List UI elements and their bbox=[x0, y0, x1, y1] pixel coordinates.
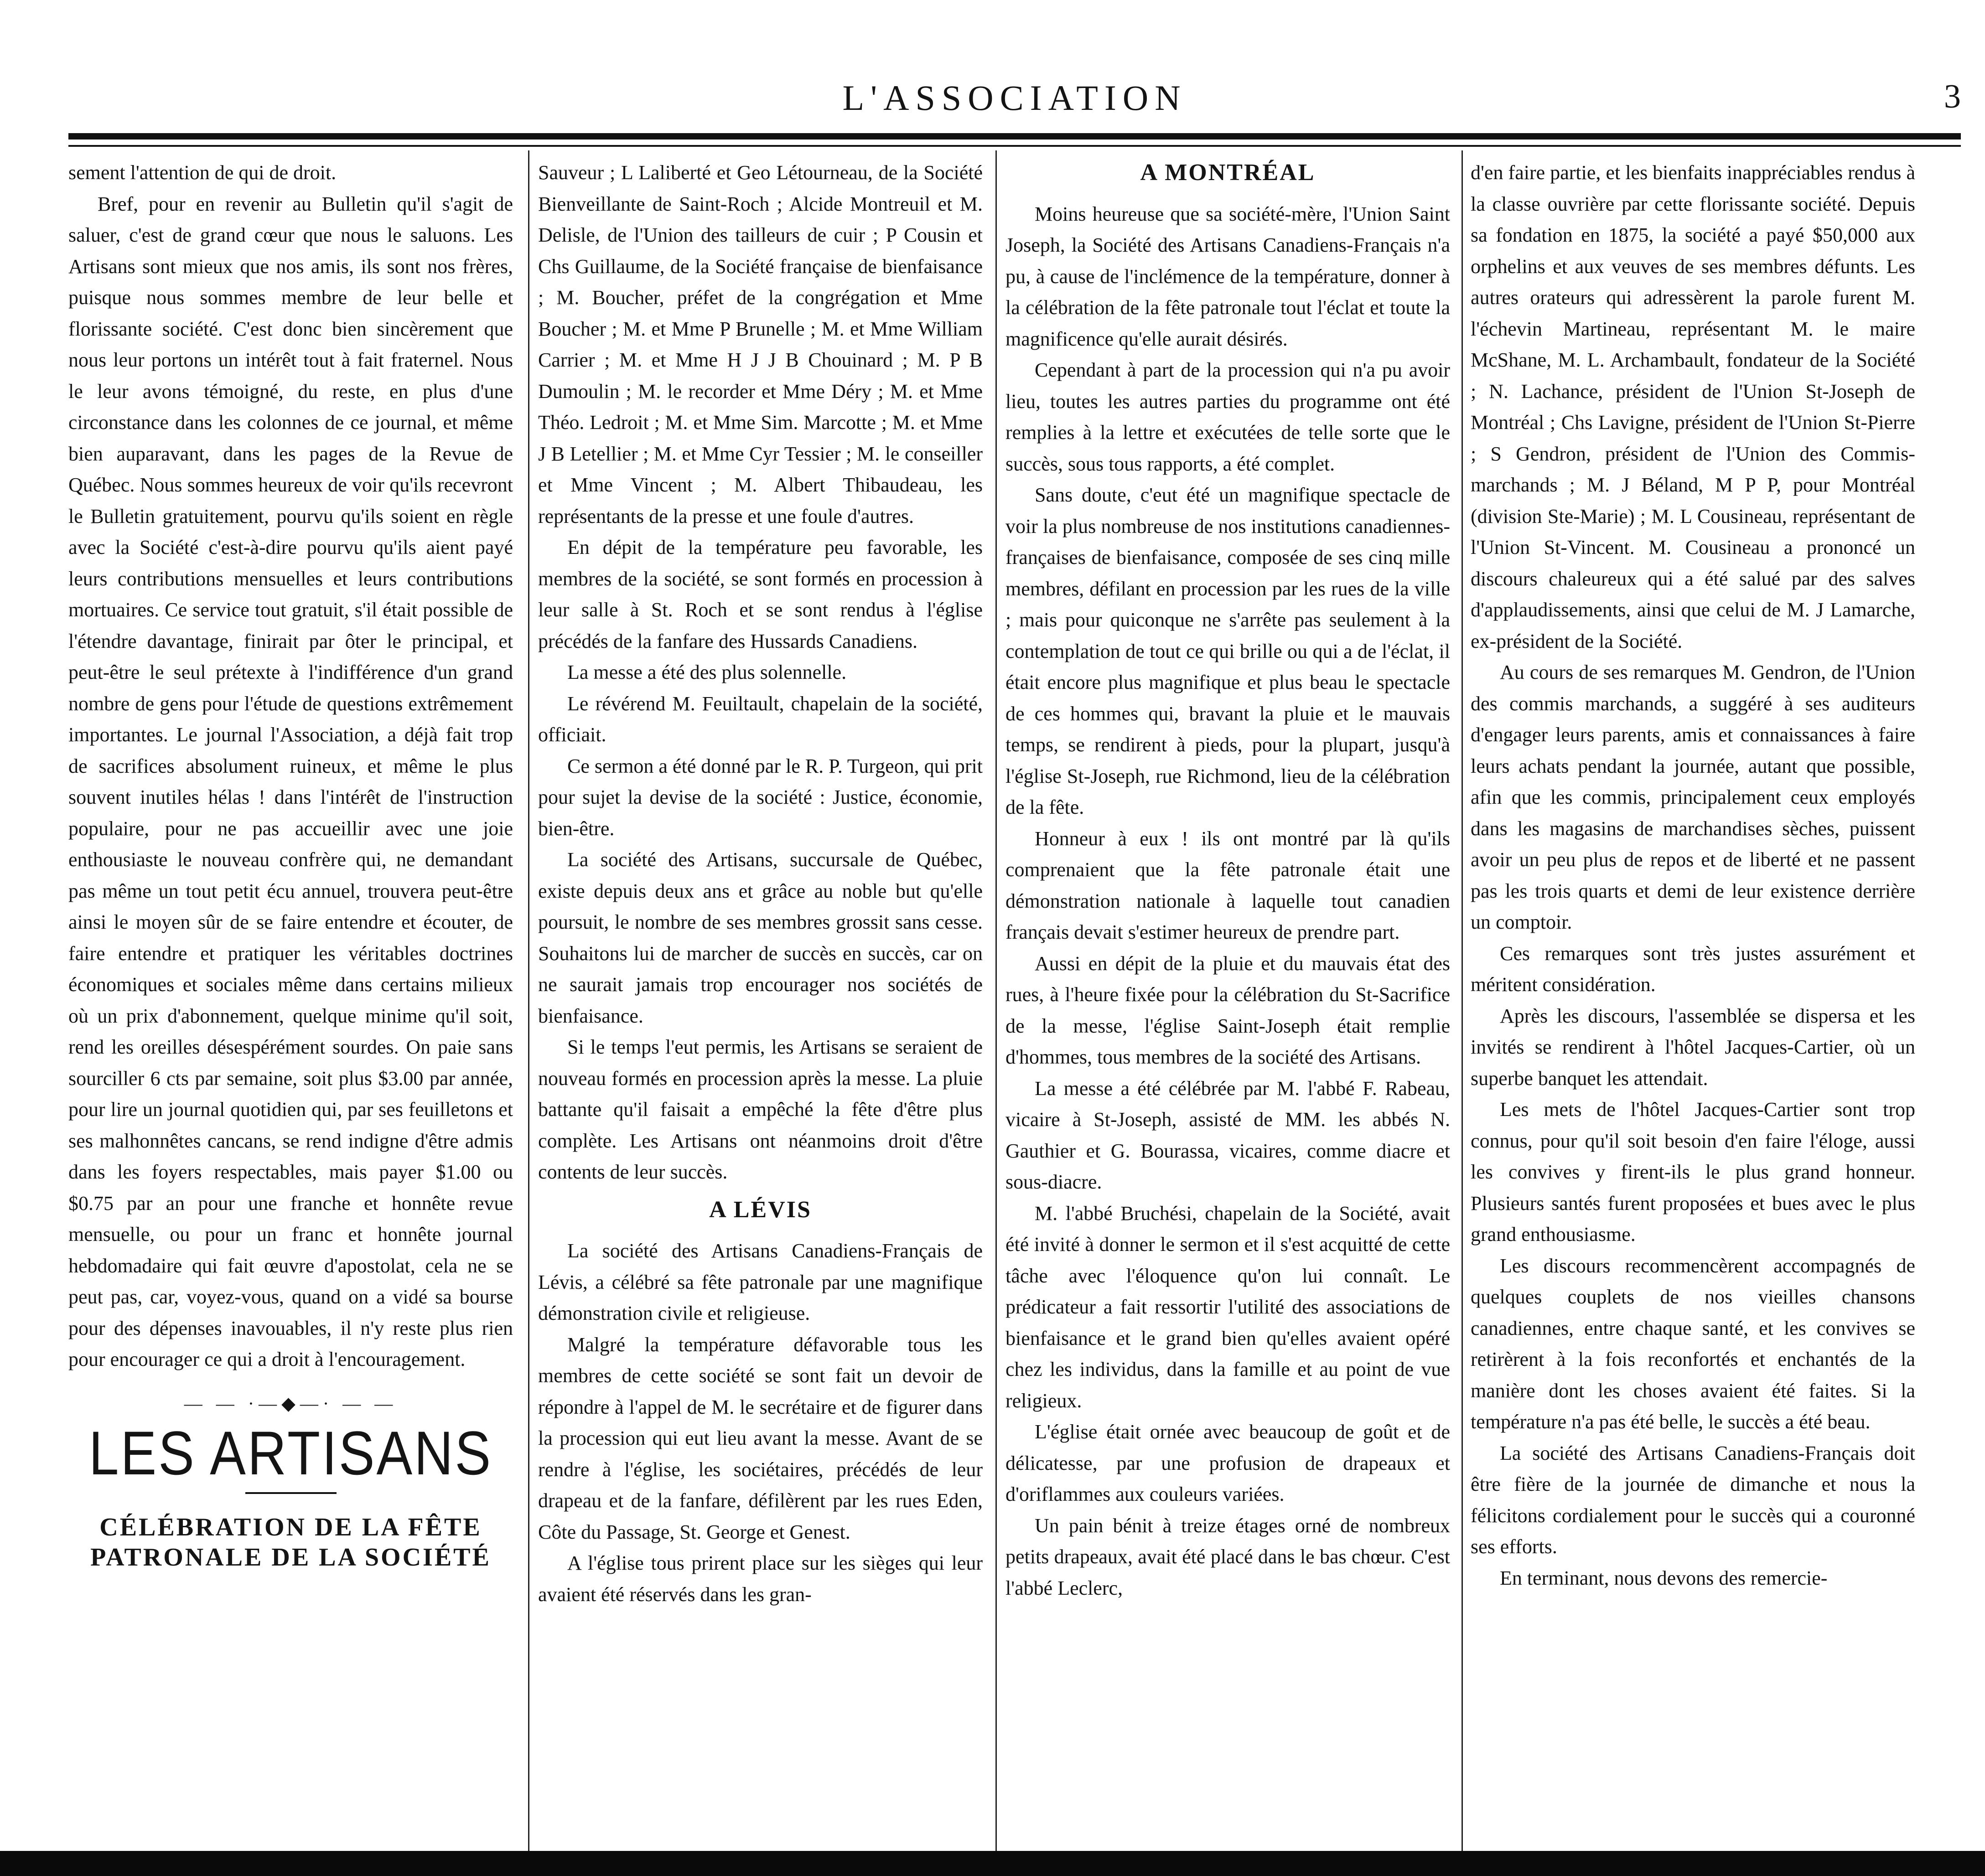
scan-edge-shadow bbox=[0, 1851, 1985, 1876]
paragraph: M. l'abbé Bruchési, chapelain de la Société, avait été invité à donner le sermon et il s'est acquitté de cette tâche avec l'éloquence qu'on lui connaît. Le prédicateur a fait ressortir l'utilité des associations de bienfaisance et le grand bien qu'elles avaient opéré chez les individus, dans la famille et au point de vue religieux. bbox=[1005, 1202, 1450, 1412]
column-divider bbox=[995, 150, 997, 1860]
paragraph: La société des Artisans Canadiens-Français doit être fière de la journée de dimanche et nous la félicitons cordialement pour le succès qui a couronné ses efforts. bbox=[1471, 1442, 1915, 1558]
paragraph: Un pain bénit à treize étages orné de nombreux petits drapeaux, avait été placé dans le bas chœur. C'est l'abbé Leclerc, bbox=[1005, 1514, 1450, 1599]
headline-rule bbox=[245, 1492, 337, 1494]
paragraph: La messe a été célébrée par M. l'abbé F. Rabeau, vicaire à St-Joseph, assisté de MM. les abbés N. Gauthier et G. Bourassa, vicaires, comme diacre et sous-diacre. bbox=[1005, 1077, 1450, 1193]
paragraph: Honneur à eux ! ils ont montré par là qu'ils comprenaient que la fête patronale était une démonstration nationale à laquelle tout canadien français devait s'estimer heureux de prendre part. bbox=[1005, 827, 1450, 943]
column-divider bbox=[528, 150, 529, 1860]
masthead-rule-thick bbox=[68, 133, 1961, 140]
paragraph: d'en faire partie, et les bienfaits inappréciables rendus à la classe ouvrière par cette florissante société. Depuis sa fondation en 1875, la société a payé $50,000 aux orphelins et aux veuves de ses membres défunts. Les autres orateurs qui adressèrent la parole furent M. l'échevin Martineau, représentant M. le maire McShane, M. L. Archambault, fondateur de la Société ; N. Lachance, président de l'Union St-Joseph de Montréal ; Chs Lavigne, président de l'Union St-Pierre ; S Gendron, président de l'Union des Commis-marchands ; M. J Béland, M P P, pour Montréal (division Ste-Marie) ; M. L Cousineau, représentant de l'Union St-Vincent. M. Cousineau a prononcé un discours chaleureux qui a été salué par des salves d'applaudissements, ainsi que celui de M. J Lamarche, ex-président de la Société. bbox=[1471, 161, 1915, 652]
paragraph: La messe a été des plus solennelle. bbox=[567, 661, 847, 683]
column-divider bbox=[1462, 150, 1463, 1860]
paragraph: La société des Artisans Canadiens-Français de Lévis, a célébré sa fête patronale par une magnifique démonstration civile et religieuse. bbox=[538, 1240, 983, 1324]
paragraph: Bref, pour en revenir au Bulletin qu'il s'agit de saluer, c'est de grand cœur que nous le saluons. Les Artisans sont mieux que nos amis, ils sont nos frères, puisque nous sommes membre de leur belle et florissante société. C'est donc bien sincèrement que nous leur portons un intérêt tout à fait fraternel. Nous le leur avons témoigné, du reste, en plus d'une circonstance dans les colonnes de ce journal, et même bien auparavant, dans les pages de la Revue de Québec. Nous sommes heureux de voir qu'ils recevront le Bulletin gratuitement, pourvu qu'ils soient en règle avec la Société c'est-à-dire pourvu qu'ils aient payé leurs contributions mensuelles et leurs contributions mortuaires. Ce service tout gratuit, s'il était possible de l'étendre davantage, finirait par ôter le principal, et peut-être le seul prétexte à l'indifférence d'un grand nombre de gens pour l'étude de questions extrêmement importantes. Le journal l'Association, a déjà fait trop de sacrifices absolument ruineux, et même le plus souvent inutiles hélas ! dans l'intérêt de l'instruction populaire, pour ne pas accueillir avec une joie enthousiaste le nouveau confrère qui, ne demandant pas même un tout petit écu annuel, trouvera peut-être ainsi le moyen sûr de se faire entendre et écouter, de faire entendre et pratiquer les véritables doctrines économiques et sociales même dans certains milieux où un prix d'abonnement, quelque minime qu'il soit, rend les oreilles désespérément sourdes. On paie sans sourciller 6 cts par semaine, soit plus $3.00 par année, pour lire un journal quotidien qui, par ses feuilletons et ses malhonnêtes cancans, se rend indigne d'être admis dans les foyers respectables, mais payer $1.00 ou $0.75 par an pour une franche et honnête revue mensuelle, ou pour un franc et honnête journal hebdomadaire qui fait œuvre d'apostolat, cela ne se peut pas, car, voyez-vous, quand on a vidé sa bourse pour des dépenses inavouables, il n'y reste plus rien pour encourager ce qui a droit à l'encouragement. bbox=[68, 192, 513, 1370]
paragraph: Le révérend M. Feuiltault, chapelain de la société, officiait. bbox=[538, 692, 983, 746]
paragraph: Si le temps l'eut permis, les Artisans se seraient de nouveau formés en procession après la messe. La pluie battante qu'il faisait a empêché la fête d'être plus complète. Les Artisans ont néanmoins droit d'être contents de leur succès. bbox=[538, 1036, 983, 1183]
paragraph: En dépit de la température peu favorable, les membres de la société, se sont formés en procession à leur salle à St. Roch et se sont rendus à l'église précédés de la fanfare des Hussards Canadiens. bbox=[538, 536, 983, 652]
paragraph: Cependant à part de la procession qui n'a pu avoir lieu, toutes les autres parties du programme ont été remplies à la lettre et exécutées de telle sorte que le succès, sous tous rapports, a été complet. bbox=[1005, 359, 1450, 475]
paragraph: Les mets de l'hôtel Jacques-Cartier sont trop connus, pour qu'il soit besoin d'en faire l'éloge, aussi les convives y firent-ils le plus grand honneur. Plusieurs santés furent proposées et bues avec le plus grand enthousiasme. bbox=[1471, 1098, 1915, 1245]
paragraph: Les discours recommencèrent accompagnés de quelques couplets de nos vieilles chansons canadiennes, entre chaque santé, et les convives se retirèrent à la fois reconfortés et enchantés de la manière dont les choses avaient été faites. Si la température n'a pas été belle, le succès a été beau. bbox=[1471, 1254, 1915, 1433]
paragraph: En terminant, nous devons des remercie- bbox=[1500, 1566, 1828, 1589]
paragraph: Ces remarques sont très justes assurément et méritent considération. bbox=[1471, 942, 1915, 996]
newspaper-title: L'ASSOCIATION bbox=[842, 78, 1187, 118]
article-headline: LES ARTISANS bbox=[88, 1419, 493, 1488]
paragraph: sement l'attention de qui de droit. bbox=[68, 161, 337, 184]
column-1 bbox=[68, 157, 513, 1849]
article-subheadline-line-2: PATRONALE DE LA SOCIÉTÉ bbox=[90, 1543, 491, 1571]
paragraph: Après les discours, l'assemblée se dispersa et les invités se rendirent à l'hôtel Jacques-Cartier, où un superbe banquet les attendait. bbox=[1471, 1004, 1915, 1090]
paragraph: Ce sermon a été donné par le R. P. Turgeon, qui prit pour sujet la devise de la société : Justice, économie, bien-être. bbox=[538, 755, 983, 840]
paragraph: Sauveur ; L Laliberté et Geo Létourneau, de la Société Bienveillante de Saint-Roch ; Alcide Montreuil et M. Delisle, de l'Union des tailleurs de cuir ; P Cousin et Chs Guillaume, de la Société française de bienfaisance ; M. Boucher, préfet de la congrégation et Mme Boucher ; M. et Mme P Brunelle ; M. et Mme William Carrier ; M. et Mme H J J B Chouinard ; M. P B Dumoulin ; M. le recorder et Mme Déry ; M. et Mme Théo. Ledroit ; M. et Mme Sim. Marcotte ; M. et Mme J B Letellier ; M. et Mme Cyr Tessier ; M. le conseiller et Mme Vincent ; M. Albert Thibaudeau, les représentants de la presse et une foule d'autres. bbox=[538, 161, 983, 527]
paragraph: La société des Artisans, succursale de Québec, existe depuis deux ans et grâce au noble but qu'elle poursuit, le nombre de ses membres grossit sans cesse. Souhaitons lui de marcher de succès en succès, car on ne saurait jamais trop encourager nos sociétés de bienfaisance. bbox=[538, 848, 983, 1027]
column-4 bbox=[1471, 157, 1915, 1849]
paragraph: Aussi en dépit de la pluie et du mauvais état des rues, à l'heure fixée pour la célébration du St-Sacrifice de la messe, l'église Saint-Joseph était remplie d'hommes, tous membres de la société des Artisans. bbox=[1005, 952, 1450, 1068]
article-subheadline-line-1: CÉLÉBRATION DE LA FÊTE bbox=[99, 1513, 482, 1541]
masthead bbox=[68, 73, 1961, 128]
section-ornament: — — ·—◆—· — — bbox=[184, 1393, 398, 1414]
page-number: 3 bbox=[1944, 78, 1961, 115]
column-2 bbox=[538, 157, 983, 1849]
paragraph: A l'église tous prirent place sur les sièges qui leur avaient été réservés dans les gran- bbox=[538, 1552, 983, 1606]
masthead-rule-thin bbox=[68, 145, 1961, 147]
column-3 bbox=[1005, 157, 1450, 1849]
paragraph: Sans doute, c'eut été un magnifique spectacle de voir la plus nombreuse de nos institutions canadiennes-françaises de bienfaisance, composée de ses cinq mille membres, défilant en procession par les rues de la ville ; mais pour quiconque ne s'arrête pas seulement à la contemplation de tout ce qui brille ou qui a de l'éclat, il était encore plus magnifique et plus beau le spectacle de ces hommes qui, bravant la pluie et le mauvais temps, se rendirent à pieds, pour la plupart, jusqu'à l'église St-Joseph, rue Richmond, lieu de la célébration de la fête. bbox=[1005, 484, 1450, 818]
paragraph: Moins heureuse que sa société-mère, l'Union Saint Joseph, la Société des Artisans Canadiens-Français n'a pu, à cause de l'inclémence de la température, donner à la célébration de la fête patronale tout l'éclat et toute la magnificence qu'elle aurait désirés. bbox=[1005, 202, 1450, 350]
paragraph: Au cours de ses remarques M. Gendron, de l'Union des commis marchands, a suggéré à ses auditeurs d'engager leurs parents, amis et connaissances à faire leurs achats pendant la journée, autant que possible, afin que les commis, principalement ceux employés dans les magasins de marchandises sèches, puissent avoir un peu plus de repos et de liberté et ne passent pas les trois quarts et demi de leur existence derrière un comptoir. bbox=[1471, 661, 1915, 933]
paragraph: L'église était ornée avec beaucoup de goût et de délicatesse, par une profusion de drapeaux et d'oriflammes aux couleurs variées. bbox=[1005, 1421, 1450, 1505]
section-heading-montreal: A MONTRÉAL bbox=[1140, 160, 1316, 186]
section-heading-levis: A LÉVIS bbox=[709, 1196, 812, 1223]
paragraph: Malgré la température défavorable tous les membres de cette société se sont fait un devoir de répondre à l'appel de M. le secrétaire et de figurer dans la procession qui eut lieu avant la messe. Avant de se rendre à l'église, les sociétaires, précédés de leur drapeau et de la fanfare, défilèrent par les rues Eden, Côte du Passage, St. George et Genest. bbox=[538, 1333, 983, 1543]
